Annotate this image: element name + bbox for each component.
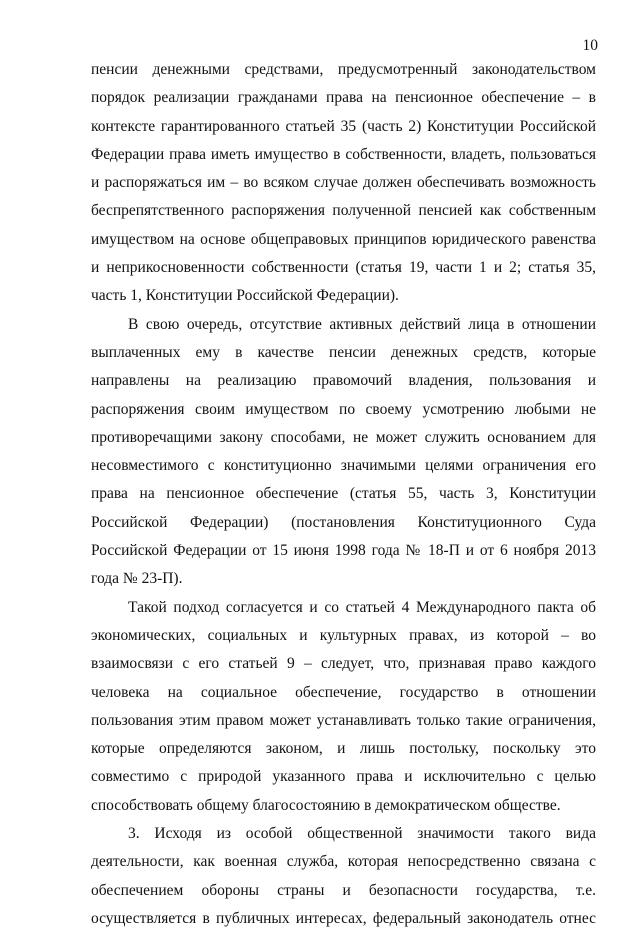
text-line: года № 23-П). (91, 570, 183, 588)
text-line: способствовать общему благосостоянию в демократическом обществе. (91, 796, 561, 814)
text-line: беспрепятственного распоряжения полученной пенсией как собственным (91, 202, 596, 220)
text-line: направлены на реализацию правомочий владения, пользования и (91, 372, 596, 390)
paragraph (91, 311, 596, 594)
text-line: пользования этим правом может устанавливать только такие ограничения, (91, 711, 596, 729)
page-number: 10 (582, 37, 598, 54)
text-line: взаимосвязи с его статьей 9 – следует, что, признавая право каждого (91, 655, 596, 673)
document-body (91, 56, 596, 933)
text-line: экономических, социальных и культурных правах, из которой – во (91, 626, 596, 644)
text-line: которые определяются законом, и лишь постольку, поскольку это (91, 740, 596, 758)
text-line: Российской Федерации) (постановления Конституционного Суда (91, 513, 596, 531)
text-line: часть 1, Конституции Российской Федерации). (91, 287, 399, 305)
text-line: имуществом на основе общеправовых принципов юридического равенства (91, 230, 596, 248)
text-line: противоречащими закону способами, не может служить основанием для (91, 428, 596, 446)
text-line: Российской Федерации от 15 июня 1998 года № 18-П и от 6 ноября 2013 (91, 542, 596, 560)
text-line: Такой подход согласуется и со статьей 4 Международного пакта об (128, 598, 596, 616)
paragraph (91, 594, 596, 820)
text-line: человека на социальное обеспечение, государство в отношении (91, 683, 596, 701)
text-line: несовместимого с конституционно значимыми целями ограничения его (91, 457, 596, 475)
text-line: и неприкосновенности собственности (статья 19, части 1 и 2; статья 35, (91, 259, 596, 277)
text-line: выплаченных ему в качестве пенсии денежных средств, которые (91, 343, 596, 361)
paragraph (91, 56, 596, 311)
text-line: права на пенсионное обеспечение (статья 55, часть 3, Конституции (91, 485, 596, 503)
text-line: порядок реализации гражданами права на пенсионное обеспечение – в (91, 89, 596, 107)
text-line: распоряжения своим имуществом по своему усмотрению любыми не (91, 400, 596, 418)
text-line: 3. Исходя из особой общественной значимости такого вида (128, 825, 596, 843)
text-line: совместимо с природой указанного права и исключительно с целью (91, 768, 596, 786)
text-line: контексте гарантированного статьей 35 (часть 2) Конституции Российской (91, 117, 596, 135)
text-line: В свою очередь, отсутствие активных действий лица в отношении (128, 315, 596, 333)
text-line: и распоряжаться им – во всяком случае должен обеспечивать возможность (91, 174, 596, 192)
text-line: обеспечением обороны страны и безопасности государства, т.е. (91, 881, 596, 899)
text-line: осуществляется в публичных интересах, федеральный законодатель отнес (91, 909, 596, 927)
text-line: деятельности, как военная служба, которая непосредственно связана с (91, 853, 596, 871)
text-line: пенсии денежными средствами, предусмотренный законодательством (91, 61, 596, 78)
text-line: Федерации права иметь имущество в собственности, владеть, пользоваться (91, 145, 596, 163)
paragraph (91, 820, 596, 933)
